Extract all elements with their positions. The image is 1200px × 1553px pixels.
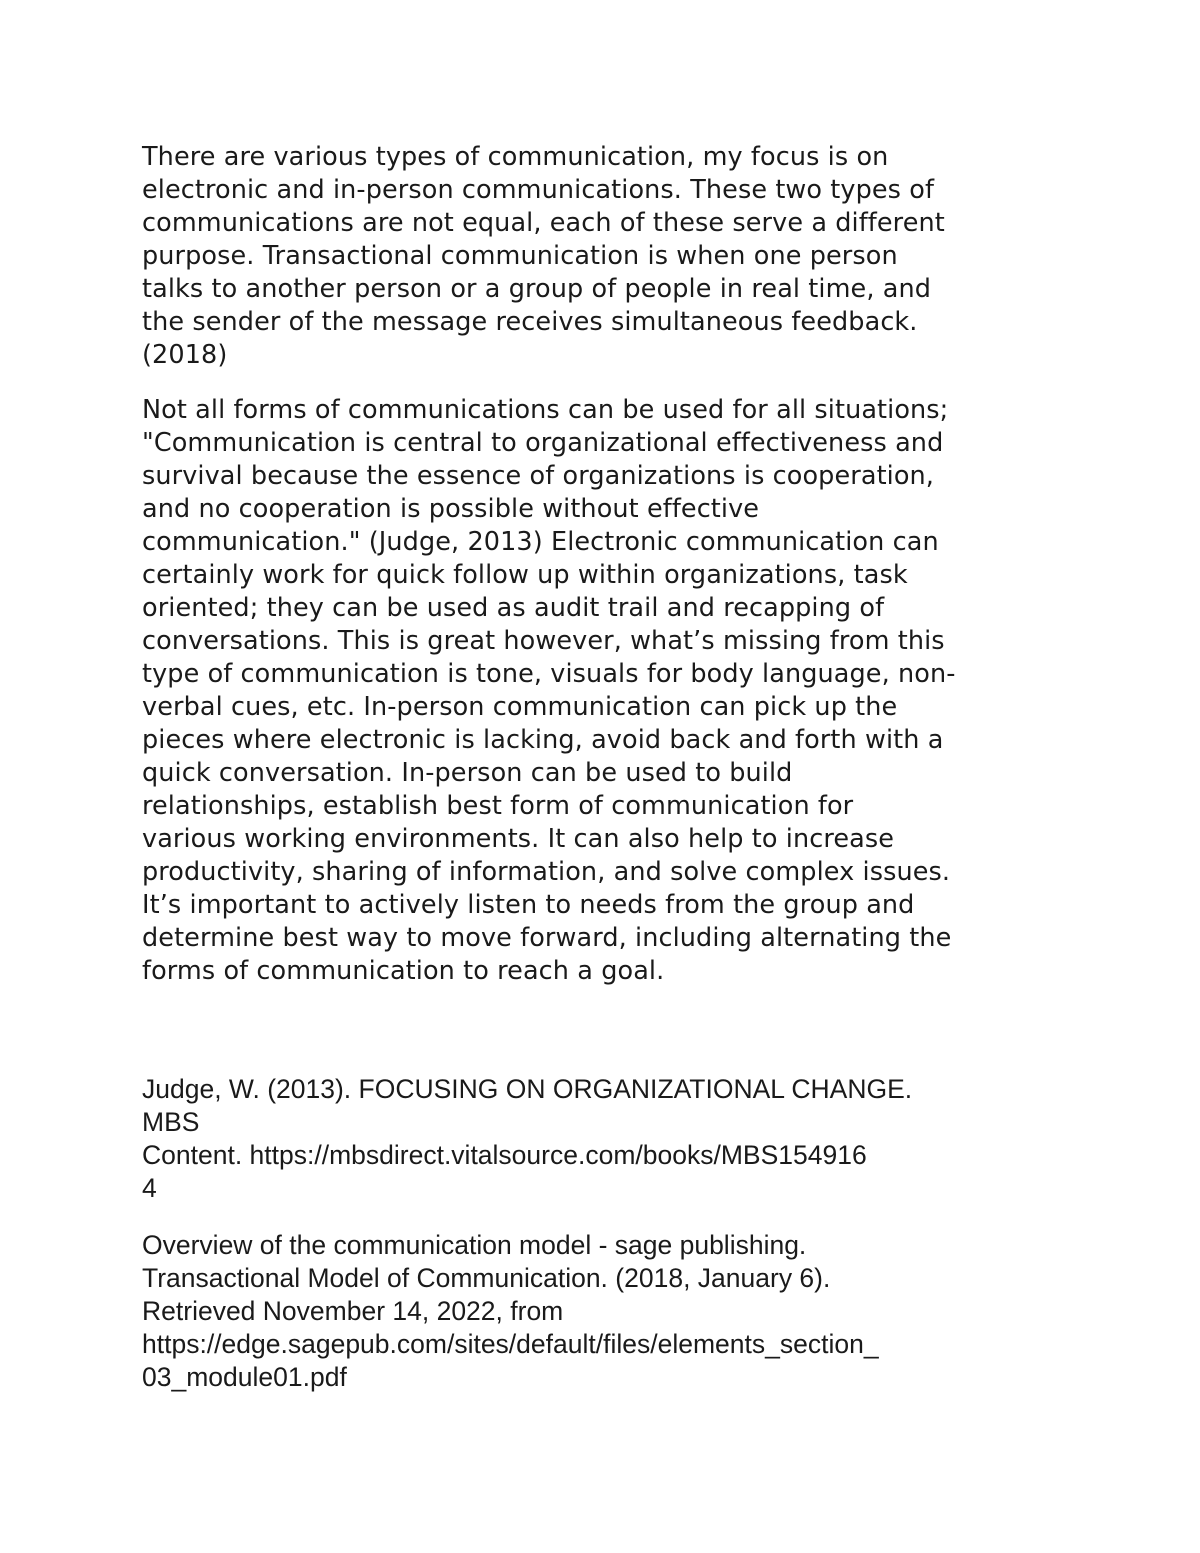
text-line: determine best way to move forward, including alternating the [142, 923, 952, 953]
reference-line: Retrieved November 14, 2022, from [142, 1296, 564, 1326]
reference-judge [142, 1073, 1082, 1205]
text-line: forms of communication to reach a goal. [142, 956, 665, 986]
text-line: It’s important to actively listen to needs from the group and [142, 890, 915, 920]
text-line: survival because the essence of organizations is cooperation, [142, 461, 935, 491]
text-line: conversations. This is great however, what’s missing from this [142, 626, 945, 656]
text-line: certainly work for quick follow up within organizations, task [142, 560, 908, 590]
text-line: oriented; they can be used as audit trail and recapping of [142, 593, 885, 623]
reference-link-line[interactable]: 4 [142, 1173, 157, 1203]
reference-link-line[interactable]: 03_module01.pdf [142, 1362, 347, 1392]
text-line: communication." (Judge, 2013) Electronic communication can [142, 527, 939, 557]
text-line: (2018) [142, 340, 228, 370]
reference-sage [142, 1229, 1082, 1394]
text-line: verbal cues, etc. In-person communication can pick up the [142, 692, 898, 722]
references-section [142, 1073, 1082, 1394]
text-line: There are various types of communication, my focus is on [142, 142, 889, 172]
text-line: and no cooperation is possible without effective [142, 494, 760, 524]
reference-line: Transactional Model of Communication. (2018, January 6). [142, 1263, 831, 1293]
reference-line: MBS [142, 1107, 200, 1137]
reference-line: Judge, W. (2013). FOCUSING ON ORGANIZATIONAL CHANGE. [142, 1074, 913, 1104]
essay-body [142, 141, 1082, 988]
text-line: Not all forms of communications can be used for all situations; [142, 395, 949, 425]
text-line: pieces where electronic is lacking, avoid back and forth with a [142, 725, 944, 755]
reference-line: Overview of the communication model - sage publishing. [142, 1230, 807, 1260]
text-line: the sender of the message receives simultaneous feedback. [142, 307, 918, 337]
text-line: talks to another person or a group of people in real time, and [142, 274, 932, 304]
text-line: electronic and in-person communications. These two types of [142, 175, 935, 205]
text-line: various working environments. It can also help to increase [142, 824, 895, 854]
paragraph-1 [142, 141, 1082, 372]
text-line: communications are not equal, each of these serve a different [142, 208, 945, 238]
reference-link-line[interactable]: Content. https://mbsdirect.vitalsource.com/books/MBS154916 [142, 1140, 867, 1170]
reference-link-line[interactable]: https://edge.sagepub.com/sites/default/files/elements_section_ [142, 1329, 879, 1359]
text-line: purpose. Transactional communication is when one person [142, 241, 898, 271]
text-line: type of communication is tone, visuals for body language, non- [142, 659, 956, 689]
text-line: "Communication is central to organizational effectiveness and [142, 428, 944, 458]
text-line: productivity, sharing of information, and solve complex issues. [142, 857, 951, 887]
paragraph-2 [142, 394, 1082, 988]
text-line: relationships, establish best form of communication for [142, 791, 854, 821]
text-line: quick conversation. In-person can be used to build [142, 758, 793, 788]
